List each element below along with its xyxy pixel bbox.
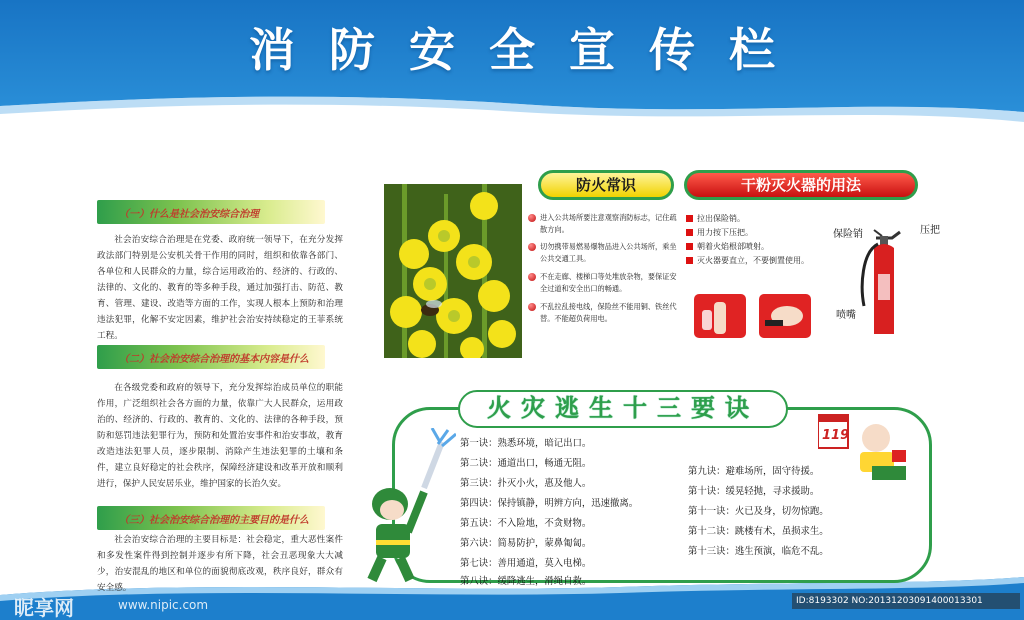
watermark-logo: 昵享网 [14, 596, 74, 620]
bullet-icon [686, 229, 693, 236]
escape-rule-9: 第九诀：避难场所，固守待援。 [688, 466, 820, 477]
bullet-icon [528, 273, 536, 281]
fire-tip-2: 切勿携带易燃易爆物品进入公共场所，乘坐公共交通工具。 [528, 241, 680, 265]
section-body-2: 在各级党委和政府的领导下，充分发挥综治成员单位的职能作用，广泛组织社会各方面的力量，依靠广大人民群众，运用政治的、经济的、行政的、教育的、文化的、法律的各种手段，预防和惩罚违法犯罪行为，预防和处置治安事件和治安事故，教育改造违法犯罪人员，逐步限制、消除产生违法犯罪的土壤和条件，建立良好稳定的社会秩序，保障经济建设和改革开放和顺利进行，保护人民安居乐业，维护国家的长治久安。 [97, 383, 343, 489]
extinguisher-title: 干粉灭火器的用法 [684, 170, 918, 200]
escape-rule-2: 第二诀：通道出口，畅通无阻。 [460, 458, 592, 469]
bullet-icon [528, 214, 536, 222]
bullet-icon [528, 243, 536, 251]
image-id-text: ID:8193302 NO:20131203091400013301 [792, 593, 1020, 609]
extinguisher-photo-press-handle [759, 294, 811, 338]
emergency-number: 119 [822, 428, 850, 443]
escape-rule-13: 第十三诀：逃生预演，临危不乱。 [688, 546, 829, 557]
extinguisher-step-3: 朝着火焰根部喷射。 [686, 240, 836, 254]
bullet-icon [686, 215, 693, 222]
rapeseed-flower-photo [384, 184, 522, 358]
bullet-icon [686, 257, 693, 264]
escape-rule-12: 第十二诀：跳楼有术，虽损求生。 [688, 526, 829, 537]
escape-rule-6: 第六诀：简易防护，蒙鼻匍匐。 [460, 538, 592, 549]
section-heading-3: （三）社会治安综合治理的主要目的是什么 [97, 506, 325, 530]
section-heading-2: （二）社会治安综合治理的基本内容是什么 [97, 345, 325, 369]
label-pin: 保险销 [833, 229, 863, 240]
escape-rule-8: 第八诀：缓降逃生，滑绳自救。 [460, 576, 592, 587]
escape-rule-7: 第七诀：善用通道，莫入电梯。 [460, 558, 592, 569]
escape-rule-1: 第一诀：熟悉环境，暗记出口。 [460, 438, 592, 449]
fire-extinguisher-icon [856, 226, 912, 342]
escape-rules-title: 火灾逃生十三要诀 [458, 390, 788, 428]
label-nozzle: 喷嘴 [836, 310, 856, 321]
extinguisher-step-1: 拉出保险销。 [686, 212, 836, 226]
fire-tip-3: 不在走廊、楼梯口等处堆放杂物，要保证安全过道和安全出口的畅通。 [528, 271, 680, 295]
extinguisher-step-4: 灭火器要直立，不要倒置使用。 [686, 254, 836, 268]
section-heading-1: （一）什么是社会治安综合治理 [97, 200, 325, 224]
emergency-call-cartoon-icon [818, 414, 914, 486]
escape-rule-5: 第五诀：不入险地，不贪财物。 [460, 518, 592, 529]
escape-rule-3: 第三诀：扑灭小火，惠及他人。 [460, 478, 592, 489]
section-body-1: 社会治安综合治理是在党委、政府统一领导下，在充分发挥政法部门特别是公安机关骨干作用的同时，组织和依靠各部门、各单位和人民群众的力量，综合运用政治的、经济的、行政的、法律的、文化的、教育的等多种手段，通过加强打击、防范、教育、管理、建设、改造等方面的工作，实现人根本上预防和治理违法犯罪，化解不安定因素，维护社会治安持续稳定的王菲系统工程。 [97, 235, 343, 341]
escape-rule-11: 第十一诀：火已及身，切勿惊跑。 [688, 506, 829, 517]
fire-tip-4: 不乱拉乱接电线，保险丝不能用铜、铁丝代替。不能超负荷用电。 [528, 301, 680, 325]
watermark-url: www.nipic.com [118, 598, 209, 612]
hand-press-icon [759, 294, 811, 338]
extinguisher-step-2: 用力按下压把。 [686, 226, 836, 240]
bullet-icon [528, 303, 536, 311]
section-body-3: 社会治安综合治理的主要目标是：社会稳定，重大恶性案件和多发性案件得到控制并逐步有所下降，社会丑恶现象大大减少，治安混乱的地区和单位的面貌彻底改观，秩序良好，群众有安全感。 [97, 535, 343, 593]
page-title: 消防安全宣传栏 [249, 23, 809, 77]
firefighter-cartoon-icon [360, 428, 456, 588]
extinguisher-photo-pull-pin [694, 294, 746, 338]
escape-rule-10: 第十诀：缓晃轻抛，寻求援助。 [688, 486, 820, 497]
label-handle: 压把 [920, 225, 940, 236]
escape-rule-4: 第四诀：保持镇静，明辨方向，迅速撤离。 [460, 498, 639, 509]
fire-tip-1: 进入公共场所要注意观察消防标志，记住疏散方向。 [528, 212, 680, 236]
fire-tips-title: 防火常识 [538, 170, 674, 200]
hand-pin-icon [694, 294, 746, 338]
bullet-icon [686, 243, 693, 250]
